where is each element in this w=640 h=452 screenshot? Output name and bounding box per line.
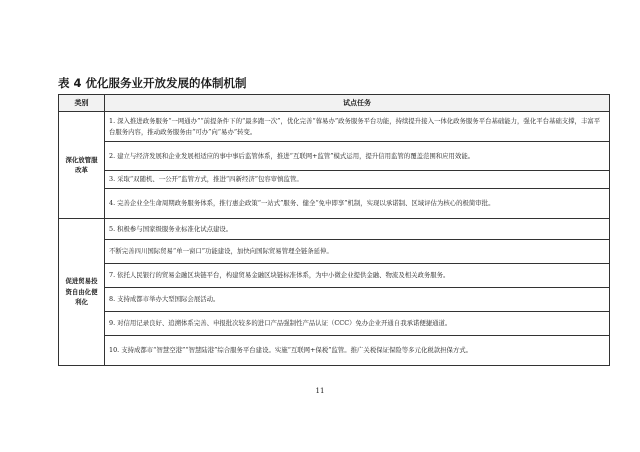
category-cell-deregulation: 深化放管服改革 [59,112,105,219]
task-text: 10. 支持成都市“智慧空港”“智慧陆港”综合服务平台建设。实施“互联网+保税”监管。推广关税保证保险等多元化税款担保方式。 [109,346,473,355]
task-text: 不断完善四川国际贸易“单一窗口”功能建设，加快向国际贸易管理全链条延伸。 [109,247,333,256]
page-number: 11 [315,387,325,395]
table-row [59,336,610,366]
table-row [59,312,610,336]
table-row [59,288,610,312]
task-cell [105,171,610,189]
task-text: 9. 对信用记录良好、追溯体系完善、申报批次较多的进口产品强制性产品认证（CCC）免办企业开通自我承诺便捷通道。 [109,319,452,328]
column-header-category: 类别 [59,95,105,112]
table-row [59,142,610,171]
category-cell-trade-investment: 促进贸易投资自由化便利化 [59,219,105,366]
task-cell [105,240,610,264]
task-cell [105,142,610,171]
table-row [59,240,610,264]
reform-table [58,94,610,366]
column-header-task: 试点任务 [105,95,610,112]
task-text: 1. 深入推进政务服务“一网通办”“前提条件下的“最多跑一次”，优化完善“蓉易办”政务服务平台功能，持续提升接入一体化政务服务平台基础能力，强化平台基础支撑，丰富平台服务内容，推动政务服务由“可办”向“易办”转变。 [109,117,601,136]
task-text: 7. 依托人民银行的贸易金融区块链平台，构建贸易金融区块链标准体系，为中小微企业提供金融、物流及相关政务服务。 [109,271,450,280]
table-row [59,219,610,240]
task-cell [105,112,610,142]
task-cell [105,336,610,366]
task-text: 2. 建立与经济发展和企业发展相适应的事中事后监管体系，推进“互联网+监管”模式运用，提升信用监管的覆盖范围和应用效能。 [109,151,475,160]
page-title: 表 4 优化服务业开放发展的体制机制 [58,76,247,90]
table-row [59,264,610,288]
task-cell [105,219,610,240]
task-cell [105,189,610,219]
table-header-row [59,95,610,112]
task-text: 4. 完善企业全生命周期政务服务体系，推行惠企政策“一站式”服务、健全“免申即享”机制，实现以承诺制、区域评估为核心的极简审批。 [109,199,495,208]
table-row [59,171,610,189]
task-text: 8. 支持成都市举办大型国际会展活动。 [109,295,220,304]
task-cell [105,288,610,312]
task-cell [105,264,610,288]
table-row [59,112,610,142]
task-text: 3. 采取“双随机、一公开”监管方式，推进“四新经济”包容审慎监管。 [109,175,303,184]
task-cell [105,312,610,336]
table-row [59,189,610,219]
task-text: 5. 积极参与国家级服务业标准化试点建设。 [109,224,233,233]
